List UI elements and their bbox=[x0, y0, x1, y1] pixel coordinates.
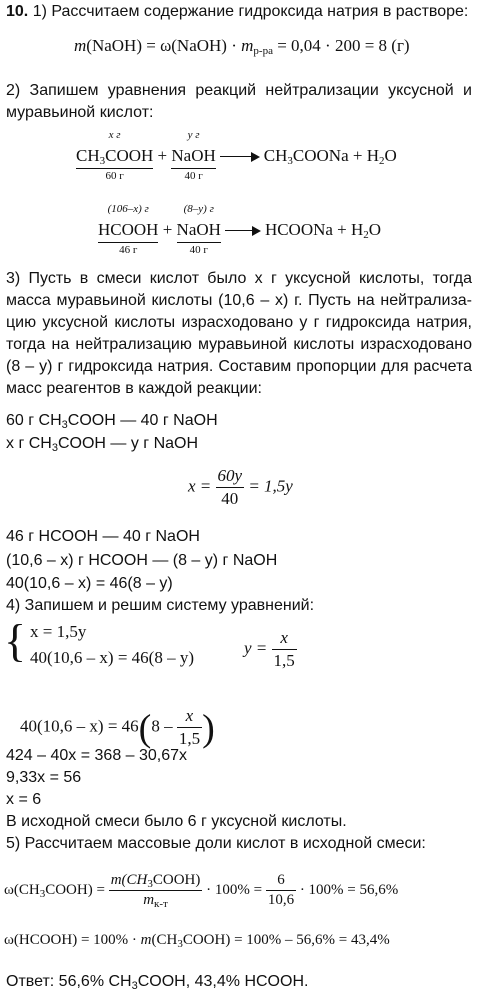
w2-m: m bbox=[140, 932, 152, 948]
reaction-arrow-2 bbox=[225, 226, 261, 236]
w2-c: COOH) = 100% – 56,6% = 43,4% bbox=[182, 932, 390, 948]
product2-a: HCOONa + H bbox=[264, 220, 364, 239]
step-3-text-2: масса муравьиной кислоты (10,6 – x) г. Пусть на нейтрализа- bbox=[6, 292, 472, 309]
step-4-title: 4) Запишем и решим систему уравнений: bbox=[6, 597, 315, 614]
answer-a: Ответ: 56,6% CH bbox=[6, 973, 132, 990]
calc-line-2: 424 – 40x = 368 – 30,67x bbox=[6, 747, 188, 764]
w2-sub: 3 bbox=[177, 938, 183, 950]
y-fraction-equation bbox=[244, 628, 297, 671]
x-rhs: = 1,5y bbox=[244, 476, 293, 496]
proportion-2-line-3: 40(10,6 – x) = 46(8 – y) bbox=[6, 575, 173, 592]
plus-sign-2: + bbox=[158, 220, 177, 239]
system-brace: { bbox=[4, 615, 27, 666]
p1-text-b: COOH — 40 г NaOH bbox=[67, 412, 218, 429]
w2-b: (CH bbox=[151, 932, 178, 948]
w1-lhs-sub: 3 bbox=[39, 887, 46, 900]
w2-a: ω(HCOOH) = 100% · bbox=[4, 932, 141, 948]
acid2-bottom-label: 46 г bbox=[98, 242, 158, 256]
naoh-term bbox=[171, 129, 216, 182]
step-3-line-2 bbox=[6, 291, 472, 311]
w1-lhs-a: ω(CH bbox=[4, 881, 40, 898]
y-fraction-num: x bbox=[272, 628, 297, 650]
p1-text-a: 60 г CH bbox=[6, 412, 62, 429]
substitution-equation bbox=[20, 706, 215, 749]
eq-result: = 0,04 · 200 = 8 (г) bbox=[272, 36, 410, 55]
base-top-label: y г bbox=[187, 129, 200, 141]
base2-formula: NaOH bbox=[176, 220, 221, 239]
step-3-line-5 bbox=[6, 357, 472, 377]
proportion-2-line-1: 46 г HCOOH — 40 г NaOH bbox=[6, 528, 200, 545]
paren-close: ) bbox=[202, 707, 215, 750]
acetic-fraction-equation bbox=[4, 872, 398, 909]
step-3-line-6: масс реагентов в каждой реакции: bbox=[6, 380, 262, 397]
reaction-arrow bbox=[220, 152, 260, 162]
x-lhs: x = bbox=[188, 476, 216, 496]
step-5-title: 5) Рассчитаем массовые доли кислот в исходной смеси: bbox=[6, 835, 426, 852]
step-1-line bbox=[6, 2, 468, 22]
step-3-line-4 bbox=[6, 335, 472, 355]
y-fraction bbox=[272, 628, 297, 671]
step-3-text-3: цию уксусной кислоты израсходовано y г гидроксида натрия, bbox=[6, 314, 472, 331]
base-formula: NaOH bbox=[171, 146, 216, 165]
w1-num-a: m(CH bbox=[110, 872, 148, 888]
step-3-text-1: 3) Пусть в смеси кислот было x г уксусной кислоты, тогда bbox=[6, 270, 472, 287]
step-3-line-1 bbox=[6, 269, 472, 289]
step-3-text-5: (8 – y) г гидроксида натрия. Составим пропорции для расчета bbox=[6, 358, 472, 375]
acid-bottom-label: 60 г bbox=[76, 168, 153, 182]
proportion-1-line-1 bbox=[6, 411, 218, 431]
w1-den: m bbox=[143, 892, 155, 908]
sub-fraction-num: x bbox=[177, 706, 202, 728]
w1-num2: 6 bbox=[266, 872, 296, 891]
acid-top-label: x г bbox=[108, 129, 121, 141]
system-eq-1: x = 1,5y bbox=[30, 622, 87, 641]
step-1-text: 1) Рассчитаем содержание гидроксида натрия в растворе: bbox=[28, 3, 469, 20]
step-2-line-2: муравьиной кислот: bbox=[6, 104, 154, 121]
w1-end: · 100% = 56,6% bbox=[296, 881, 399, 898]
w1-num-b: COOH) bbox=[152, 872, 201, 888]
base2-bottom-label: 40 г bbox=[177, 242, 221, 256]
reaction-acetic bbox=[76, 129, 397, 182]
p1-text-c: x г CH bbox=[6, 435, 52, 452]
p1-sub-2: 3 bbox=[51, 442, 58, 454]
calc-line-5: В исходной смеси было 6 г уксусной кислоты. bbox=[6, 813, 347, 830]
sub-eq-left: 40(10,6 – x) = 46 bbox=[20, 716, 139, 736]
proportion-2-line-2: (10,6 – x) г HCOOH — (8 – y) г NaOH bbox=[6, 552, 278, 569]
step-2-text-1: 2) Запишем уравнения реакций нейтрализации уксусной и bbox=[6, 82, 472, 99]
product-a: CH bbox=[263, 146, 288, 165]
y-fraction-den: 1,5 bbox=[273, 651, 295, 670]
answer-sub: 3 bbox=[131, 980, 138, 992]
formic-acid-term bbox=[98, 203, 159, 256]
answer-b: COOH, 43,4% HCOOH. bbox=[137, 973, 309, 990]
eq-part: (NaOH) = ω(NaOH) · bbox=[86, 36, 242, 55]
answer-line bbox=[6, 972, 308, 992]
reaction-formic bbox=[98, 203, 382, 256]
calc-line-3: 9,33x = 56 bbox=[6, 769, 82, 786]
product-sub: 3 bbox=[287, 155, 293, 167]
naoh-mass-equation bbox=[74, 36, 410, 56]
water2-sub: 2 bbox=[363, 229, 369, 241]
w1-fraction bbox=[109, 872, 203, 909]
mass-symbol: m bbox=[74, 36, 87, 55]
w1-num-sub: 3 bbox=[147, 878, 153, 890]
acid-formula-a: CH bbox=[76, 146, 100, 165]
x-fraction bbox=[216, 466, 245, 509]
proportion-1-line-2 bbox=[6, 434, 198, 454]
x-fraction-num: 60y bbox=[216, 466, 245, 488]
water-sub: 2 bbox=[379, 155, 385, 167]
w1-den-sub: к-т bbox=[154, 898, 168, 910]
acetic-acid-term bbox=[76, 129, 154, 182]
x-fraction-equation bbox=[188, 466, 293, 509]
w1-lhs-b: COOH) = bbox=[45, 881, 109, 898]
step-3-line-3 bbox=[6, 313, 472, 333]
problem-number: 10. bbox=[6, 3, 29, 20]
w1-den2: 10,6 bbox=[267, 892, 295, 908]
water2-o: O bbox=[368, 220, 382, 239]
sub-eq-inner: 8 – bbox=[151, 716, 177, 736]
sub-fraction-den: 1,5 bbox=[178, 729, 201, 748]
formic-fraction-equation bbox=[4, 932, 390, 949]
step-2-line-1 bbox=[6, 81, 472, 101]
calc-line-4: x = 6 bbox=[6, 791, 42, 808]
system-eq-2: 40(10,6 – x) = 46(8 – y) bbox=[30, 648, 194, 667]
acid-formula-b: COOH bbox=[105, 146, 154, 165]
p1-text-d: COOH — y г NaOH bbox=[57, 435, 199, 452]
acid-sub: 3 bbox=[99, 155, 106, 167]
sub-fraction bbox=[177, 706, 202, 749]
paren-open: ( bbox=[138, 707, 152, 750]
step-3-text-4: тогда на нейтрализацию муравьиной кислоты израсходовано bbox=[6, 336, 472, 353]
base-bottom-label: 40 г bbox=[171, 168, 215, 182]
plus-sign: + bbox=[153, 146, 172, 165]
w1-mid: · 100% = bbox=[202, 881, 266, 898]
product-b: COONa + H bbox=[292, 146, 379, 165]
w1-fraction-2 bbox=[266, 872, 296, 909]
naoh-term-2 bbox=[176, 203, 221, 256]
base2-top-label: (8–y) г bbox=[183, 203, 214, 215]
acid2-formula: HCOOH bbox=[98, 220, 159, 239]
mass-symbol-2: m bbox=[241, 36, 254, 55]
water-o: O bbox=[384, 146, 397, 165]
p1-sub: 3 bbox=[61, 419, 68, 431]
y-lhs: y = bbox=[244, 638, 272, 658]
solution-subscript: р-ра bbox=[253, 45, 273, 57]
x-fraction-den: 40 bbox=[221, 489, 239, 508]
acid2-top-label: (106–x) г bbox=[107, 203, 149, 215]
